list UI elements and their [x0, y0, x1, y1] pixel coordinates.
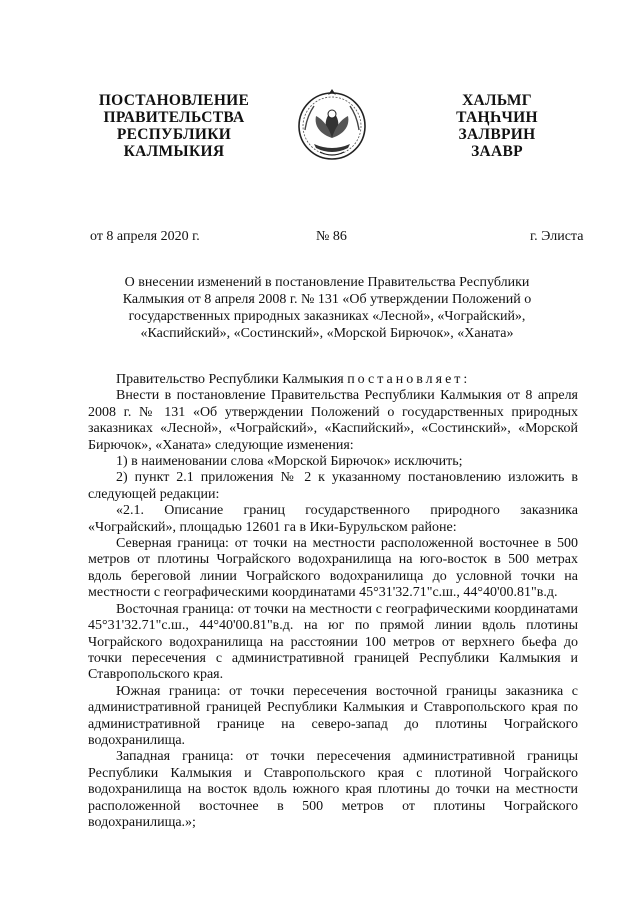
document-body — [88, 372, 578, 831]
coat-of-arms-icon — [296, 86, 368, 166]
title-line: «Каспийский», «Состинский», «Морской Бирючок», «Ханата» — [140, 326, 514, 341]
title-line: государственных природных заказниках «Лесной», «Чограйский», — [128, 309, 526, 324]
body-paragraph: Северная граница: от точки на местности расположенной восточнее в 500 метров от плотины Чограйского водохранилища на юго-восток в 500 метрах вдоль береговой линии Чограйского водохранилища до условной точки на местности с географическими координатами 45°31'32.71"с.ш., 44°40'00.81"в.д. — [88, 536, 578, 601]
header-right-line: ХАЛЬМГ — [462, 92, 532, 109]
body-paragraph: Внести в постановление Правительства Республики Калмыкия от 8 апреля 2008 г. № 131 «Об утверждении Положений о государственных природных заказниках «Лесной», «Чограйский», «Каспийский», «Состинский», «Морской Бирючок», «Ханата» следующие изменения: — [88, 388, 578, 453]
header-kalmyk-title — [432, 92, 562, 160]
preamble-text: Правительство Республики Калмыкия — [116, 372, 344, 387]
body-paragraph: Восточная граница: от точки на местности с географическими координатами 45°31'32.71"с.ш., 44°40'00.81"в.д. на юг по прямой линии вдоль плотины Чограйского водохранилища на расстоянии 100 метров от верхнего бьефа до точки пересечения с административной границей Республики Калмыкия и Ставропольского края. — [88, 601, 578, 683]
header-right-line: ЗААВР — [471, 143, 523, 160]
preamble-resolves: постановляет: — [347, 372, 471, 387]
body-paragraph: «2.1. Описание границ государственного природного заказника «Чограйский», площадью 12601 га в Ики-Бурульском районе: — [88, 503, 578, 535]
document-number: № 86 — [316, 229, 347, 244]
header-left-line: РЕСПУБЛИКИ — [116, 126, 232, 143]
header-right-line: ТАҢҺЧИН — [456, 109, 538, 126]
document-title — [88, 274, 566, 342]
document-city: г. Элиста — [530, 229, 584, 244]
header-russian-title — [92, 92, 256, 160]
header-left-line: ПРАВИТЕЛЬСТВА — [103, 109, 245, 126]
body-paragraph: Южная граница: от точки пересечения восточной границы заказника с административной границей Республики Калмыкия и Ставропольского края по административной границе на северо-запад до плотины Чограйского водохранилища. — [88, 683, 578, 748]
document-date: от 8 апреля 2020 г. — [90, 229, 200, 244]
title-line: О внесении изменений в постановление Правительства Республики — [124, 275, 530, 290]
body-paragraph: 2) пункт 2.1 приложения № 2 к указанному постановлению изложить в следующей редакции: — [88, 470, 578, 502]
header-left-line: КАЛМЫКИЯ — [123, 143, 225, 160]
header-left-line: ПОСТАНОВЛЕНИЕ — [98, 92, 250, 109]
title-line: Калмыкия от 8 апреля 2008 г. № 131 «Об утверждении Положений о — [122, 292, 532, 307]
body-paragraph: 1) в наименовании слова «Морской Бирючок» исключить; — [116, 454, 463, 470]
header-right-line: ЗАЛВРИН — [458, 126, 536, 143]
preamble — [88, 372, 578, 388]
body-paragraph: Западная граница: от точки пересечения административной границы Республики Калмыкия и Ставропольского края с плотиной Чограйского водохранилища на восток вдоль южного края плотины до точки на местности расположенной восточнее в 500 метров от плотины Чограйского водохранилища.»; — [88, 749, 578, 830]
